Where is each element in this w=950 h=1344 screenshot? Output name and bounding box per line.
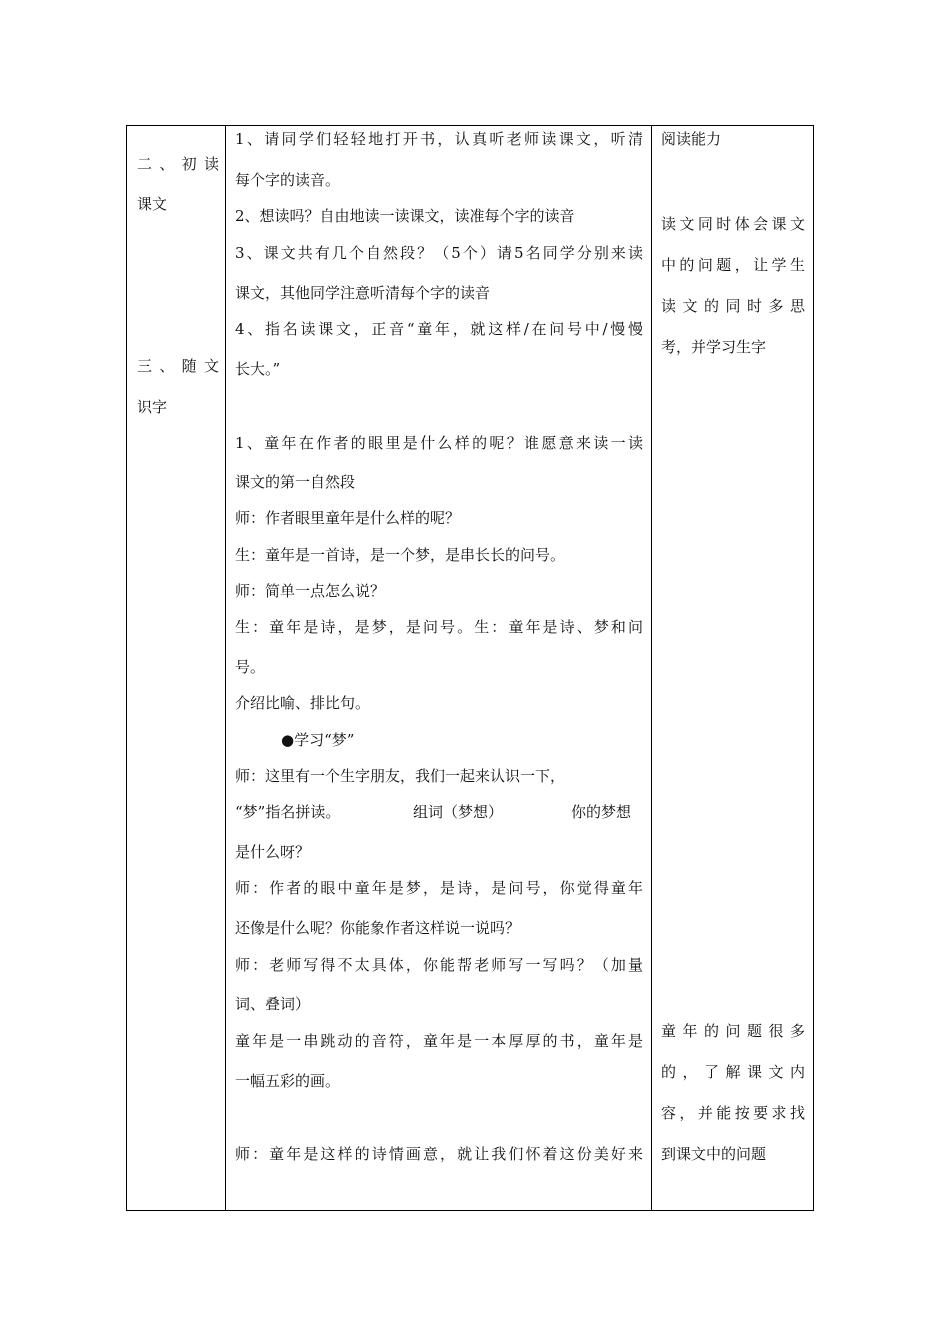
intent-line: 的，了解课文内 <box>661 1063 805 1081</box>
intent-line: 童年的问题很多 <box>661 1022 805 1040</box>
process-line: 生：童年是诗，是梦，是问号。生：童年是诗、梦和问 <box>235 618 643 636</box>
process-line: 童年是一串跳动的音符，童年是一本厚厚的书，童年是 <box>235 1032 643 1050</box>
intent-line: 容，并能按要求找 <box>661 1104 805 1122</box>
intent-line: 到课文中的问题 <box>661 1145 767 1163</box>
process-line: 是什么呀？ <box>235 843 311 861</box>
process-line: 师：简单一点怎么说？ <box>235 582 386 600</box>
process-line: 每个字的读音。 <box>235 171 341 189</box>
process-line: 师：作者的眼中童年是梦，是诗，是问号，你觉得童年 <box>235 879 643 897</box>
process-line: 1、童年在作者的眼里是什么样的呢？谁愿意来读一读 <box>235 434 643 452</box>
process-line: 生：童年是一首诗，是一个梦，是串长长的问号。 <box>235 546 566 564</box>
intent-line: 考，并学习生字 <box>661 338 767 356</box>
stage-heading: 课文 <box>137 195 168 213</box>
lesson-plan-table <box>126 125 814 1211</box>
stage-heading: 二、初读 <box>137 155 219 173</box>
process-line: 3、课文共有几个自然段？（5个）请5名同学分别来读 <box>235 244 643 262</box>
process-line: 词、叠词） <box>235 995 311 1013</box>
stage-heading: 三、随文 <box>137 357 219 375</box>
intent-line: 读文的同时多思 <box>661 297 805 315</box>
process-line: “梦”指名拼读。 <box>235 803 341 821</box>
process-line: 号。 <box>235 658 266 676</box>
process-line: 一幅五彩的画。 <box>235 1072 341 1090</box>
process-line: 师：作者眼里童年是什么样的呢？ <box>235 509 461 527</box>
process-line: 师：老师写得不太具体，你能帮老师写一写吗？（加量 <box>235 956 643 974</box>
process-line: 师：这里有一个生字朋友，我们一起来认识一下， <box>235 767 566 785</box>
process-line: 介绍比喻、排比句。 <box>235 694 371 712</box>
column-divider <box>651 126 652 1210</box>
process-line: 1、请同学们轻轻地打开书，认真听老师读课文，听清 <box>235 130 643 148</box>
process-line: 课文，其他同学注意听清每个字的读音 <box>235 284 491 302</box>
process-line: 还像是什么呢？你能象作者这样说一说吗？ <box>235 919 521 937</box>
process-line: 长大。” <box>235 360 281 378</box>
process-line: 你的梦想 <box>571 803 632 821</box>
intent-line: 读文同时体会课文 <box>661 215 805 233</box>
intent-line: 阅读能力 <box>661 130 722 148</box>
process-line: ●学习“梦” <box>281 731 355 749</box>
intent-line: 中的问题，让学生 <box>661 256 805 274</box>
process-line: 4、指名读课文，正音“童年，就这样/在问号中/慢慢 <box>235 320 643 338</box>
process-line: 组词（梦想） <box>413 803 504 821</box>
process-line: 课文的第一自然段 <box>235 473 356 491</box>
process-line: 2、想读吗？自由地读一读课文，读准每个字的读音 <box>235 207 575 225</box>
column-divider <box>225 126 226 1210</box>
stage-heading: 识字 <box>137 398 168 416</box>
process-line: 师：童年是这样的诗情画意，就让我们怀着这份美好来 <box>235 1145 643 1163</box>
